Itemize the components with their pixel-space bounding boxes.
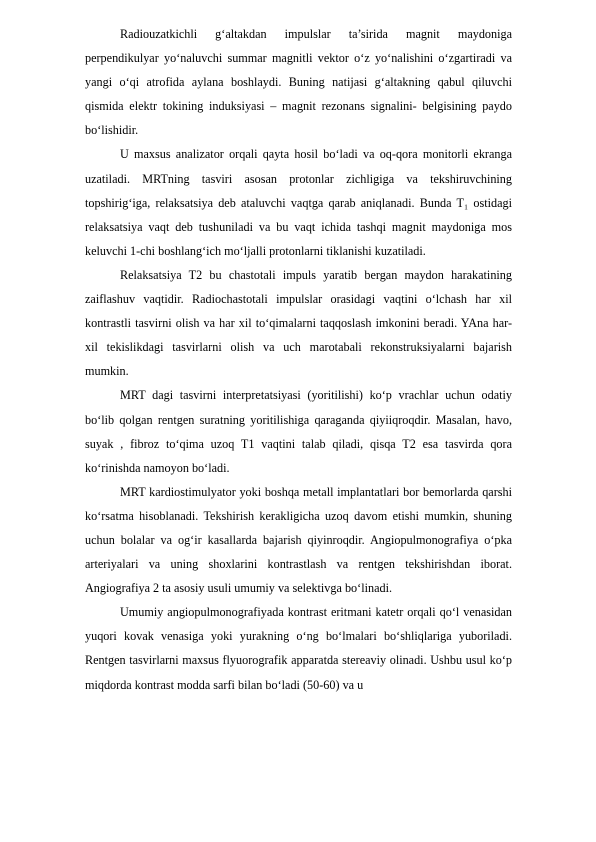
paragraph-2: U maxsus analizator orqali qayta hosil bo‘ladi va oq-qora monitorli ekranga uzatiladi. MRTning tasviri asosan protonlar zichligiga va tekshiruvchining topshirig‘iga, relaksatsiya deb ataluvchi vaqtga qarab aniqlanadi. Bunda T₁ ostidagi relaksatsiya vaqt deb tushuniladi va bu vaqt ichida tashqi magnit maydoniga mos keluvchi 1-chi boshlang‘ich mo‘ljalli protonlarni tiklanishi kuzatiladi.: [85, 147, 512, 258]
paragraph-6: Umumiy angiopulmonografiyada kontrast eritmani katetr orqali qo‘l venasidan yuqori kovak venasiga yoki yurakning o‘ng bo‘lmalari bo‘shliqlariga yuboriladi. Rentgen tasvirlarni maxsus flyuorografik apparatda stereaviy olinadi. Ushbu usul ko‘p miqdorda kontrast modda sarfi bilan bo‘ladi (50-60) va u: [85, 605, 512, 692]
paragraph-1: Radiouzatkichli g‘altakdan impulslar ta’sirida magnit maydoniga perpendikulyar yo‘naluvchi summar magnitli vektor o‘z yo‘nalishini o‘zgartiradi va yangi o‘qi atrofida aylana boshlaydi. Buning natijasi g‘altakning qabul qiluvchi qismida elektr tokining induksiyasi – magnit rezonans signalini- belgisining paydo bo‘lishidir.: [85, 27, 512, 138]
document-body: [85, 22, 512, 697]
paragraph-3: Relaksatsiya T2 bu chastotali impuls yaratib bergan maydon harakatining zaiflashuv vaqtidir. Radiochastotali impulslar orasidagi vaqtini o‘lchash har xil kontrastli tasvirni olish va har xil to‘qimalarni taqqoslash imkonini beradi. YAna har-xil tekislikdagi tasvirlarni olish va uch marotabali rekonstruksiyalarni bajarish mumkin.: [85, 267, 512, 379]
paragraph-4: MRT dagi tasvirni interpretatsiyasi (yoritilishi) ko‘p vrachlar uchun odatiy bo‘lib qolgan rentgen suratning yoritilishiga qaraganda qiyiiqroqdir. Masalan, havo, suyak , fibroz to‘qima uzoq T1 vaqtini talab qiladi, qisqa T2 esa tasvirda qora ko‘rinishda namoyon bo‘ladi.: [85, 388, 512, 475]
paragraph-5: MRT kardiostimulyator yoki boshqa metall implantatlari bor bemorlarda qarshi ko‘rsatma hisoblanadi. Tekshirish kerakligicha uzoq davom etishi mumkin, shuning uchun bolalar va og‘ir kasallarda bajarish qiyinroqdir. Angiopulmonografiya o‘pka arteriyalari va uning shoxlarini kontrastlash va rentgen tekshirishdan iborat. Angiografiya 2 ta asosiy usuli umumiy va selektivga bo‘linadi.: [85, 484, 512, 596]
